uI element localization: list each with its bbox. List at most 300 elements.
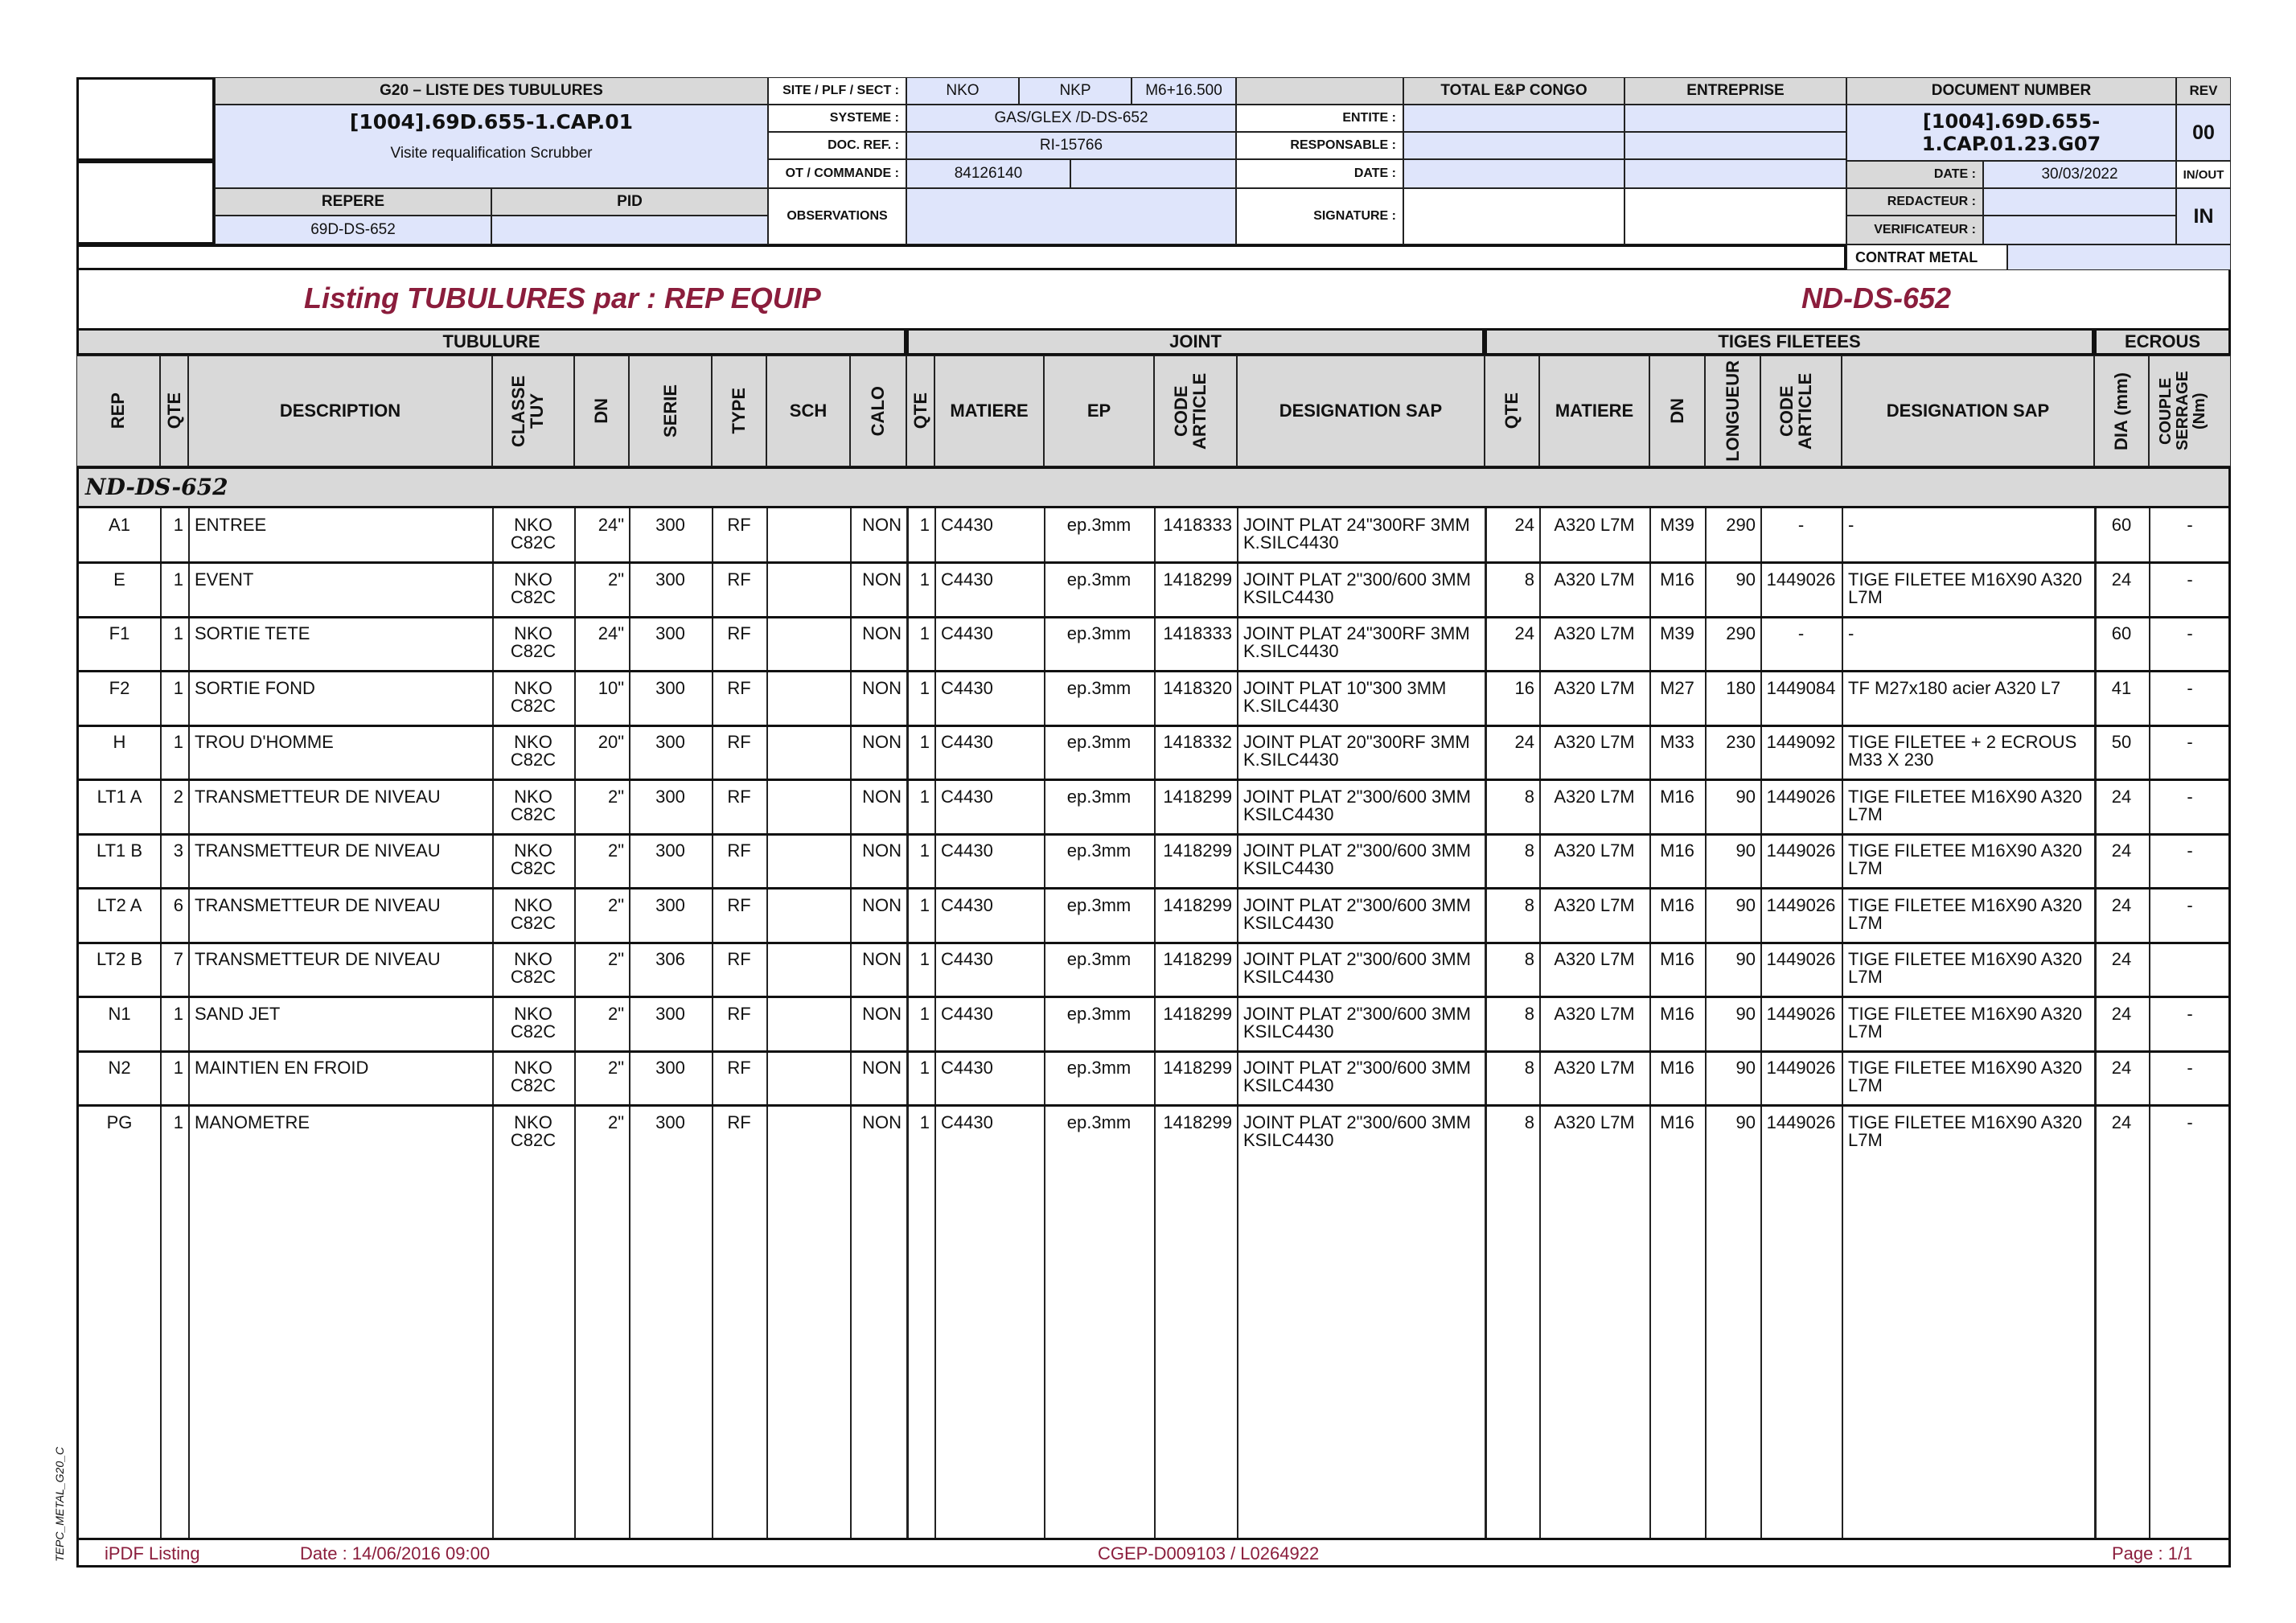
cell-tqte: 24: [1514, 515, 1534, 535]
cell-jcode: 1418332: [1163, 732, 1232, 752]
col-qte-text: QTE: [163, 392, 184, 429]
cell-tmat: A320 L7M: [1554, 1058, 1635, 1078]
cell-tdesig: TIGE FILETEE M16X90 A320 L7M: [1848, 840, 2083, 878]
cell-len: 290: [1726, 623, 1756, 643]
cell-jdesig: JOINT PLAT 20"300RF 3MM K.SILC4430: [1243, 732, 1470, 770]
col-joint-code: [1154, 355, 1237, 466]
col-dn-text: DN: [591, 398, 612, 424]
cell-jmat: C4430: [941, 569, 993, 590]
docnum-value: [1004].69D.655-1.CAP.01.23.G07: [1846, 105, 2176, 161]
cell-tqte: 8: [1524, 1003, 1534, 1024]
cell-jdesig: JOINT PLAT 24"300RF 3MM K.SILC4430: [1243, 623, 1470, 661]
cell-dia: 41: [2111, 677, 2132, 698]
section-title-bar: [76, 466, 2231, 508]
cell-ep: ep.3mm: [1066, 1058, 1132, 1078]
cell-type: RF: [727, 677, 751, 698]
cell-serie: 306: [655, 949, 685, 969]
cell-sch: [766, 1051, 850, 1106]
cell-serie: 300: [655, 786, 685, 807]
col-tige-dn: [1649, 355, 1705, 466]
cell-desc: SORTIE TETE: [195, 623, 310, 643]
date-total-value: [1403, 159, 1624, 188]
col-classe: [492, 355, 574, 466]
cell-jmat: C4430: [941, 786, 993, 807]
table-row: [79, 563, 2231, 618]
footer-page: Page : 1/1: [2112, 1543, 2193, 1563]
cell-couple: -: [2187, 515, 2193, 535]
cell-tqte: 8: [1524, 1058, 1534, 1078]
cell-calo: NON: [862, 786, 902, 807]
group-joint: JOINT: [906, 328, 1485, 355]
cell-jcode: 1418299: [1163, 840, 1232, 861]
cell-classe: NKO C82C: [510, 840, 557, 878]
cell-jcode: 1418299: [1163, 1003, 1232, 1024]
col-couple-text: COUPLE SERRAGE (Nm): [2157, 371, 2208, 451]
cell-dn: 2": [607, 840, 624, 861]
col-calo: [850, 355, 906, 466]
cell-tdn: M16: [1660, 1111, 1694, 1132]
cell-dn: 24": [598, 515, 624, 535]
cell-jqte: 1: [919, 840, 930, 861]
cell-jqte: 1: [919, 732, 930, 752]
cell-classe: NKO C82C: [510, 515, 557, 553]
cell-calo: NON: [862, 1003, 902, 1024]
col-dn: [574, 355, 629, 466]
cell-len: 90: [1735, 1058, 1756, 1078]
pid-label: PID: [491, 188, 768, 216]
cell-desc: SAND JET: [195, 1003, 281, 1024]
cell-classe: NKO C82C: [510, 732, 557, 770]
cell-calo: NON: [862, 623, 902, 643]
cell-sch: [766, 997, 850, 1052]
cell-sch: [766, 889, 850, 943]
date2-value: 30/03/2022: [1983, 161, 2176, 188]
cell-couple: -: [2187, 569, 2193, 590]
cell-tcode: 1449026: [1766, 1111, 1836, 1132]
cell-tqte: 8: [1524, 1111, 1534, 1132]
cell-couple: -: [2187, 732, 2193, 752]
cell-desc: TRANSMETTEUR DE NIVEAU: [195, 894, 441, 915]
signature-total-value: [1403, 188, 1624, 244]
group-ecrous: ECROUS: [2094, 328, 2231, 355]
cell-dia: 24: [2111, 569, 2132, 590]
cell-desc: MANOMETRE: [195, 1111, 310, 1132]
logo-area-top: [76, 77, 215, 161]
verificateur-value: [1983, 216, 2176, 244]
cell-tqte: 8: [1524, 840, 1534, 861]
cell-sch: [766, 834, 850, 889]
responsable-total-value: [1403, 132, 1624, 159]
cell-type: RF: [727, 515, 751, 535]
cell-jdesig: JOINT PLAT 2"300/600 3MM KSILC4430: [1243, 840, 1471, 878]
cell-tdn: M33: [1660, 732, 1694, 752]
cell-len: 90: [1735, 840, 1756, 861]
cell-type: RF: [727, 623, 751, 643]
cell-tqte: 8: [1524, 786, 1534, 807]
cell-tmat: A320 L7M: [1554, 949, 1635, 969]
cell-qte: 1: [173, 677, 183, 698]
cell-jdesig: JOINT PLAT 2"300/600 3MM KSILC4430: [1243, 569, 1471, 607]
observations-value: [906, 188, 1236, 244]
cell-dn: 2": [607, 569, 624, 590]
col-joint-code-text: CODE ARTICLE: [1170, 372, 1210, 450]
entite-label: ENTITE :: [1236, 105, 1403, 132]
cell-qte: 1: [173, 569, 183, 590]
cell-classe: NKO C82C: [510, 786, 557, 824]
cell-jmat: C4430: [941, 623, 993, 643]
cell-tdesig: TIGE FILETEE M16X90 A320 L7M: [1848, 569, 2083, 607]
cell-sch: [766, 780, 850, 835]
cell-dn: 2": [607, 894, 624, 915]
cell-serie: 300: [655, 732, 685, 752]
col-joint-qte: [906, 355, 934, 466]
cell-len: 90: [1735, 786, 1756, 807]
cell-couple: -: [2187, 677, 2193, 698]
date-entreprise-value: [1624, 159, 1846, 188]
cell-tmat: A320 L7M: [1554, 515, 1635, 535]
cell-serie: 300: [655, 894, 685, 915]
table-row: [79, 1106, 2231, 1161]
cell-len: 290: [1726, 515, 1756, 535]
cell-tcode: 1449026: [1766, 840, 1836, 861]
pid-value: [491, 216, 768, 244]
rev-label: REV: [2176, 77, 2231, 105]
cell-jdesig: JOINT PLAT 2"300/600 3MM KSILC4430: [1243, 1003, 1471, 1042]
cell-jqte: 1: [919, 949, 930, 969]
cell-dia: 24: [2111, 1058, 2132, 1078]
cell-dn: 2": [607, 1003, 624, 1024]
table-row: [79, 889, 2231, 943]
cell-tdn: M16: [1660, 949, 1694, 969]
cell-tcode: 1449092: [1766, 732, 1836, 752]
cell-tqte: 16: [1514, 677, 1534, 698]
cell-dn: 20": [598, 732, 624, 752]
cell-dia: 60: [2111, 623, 2132, 643]
cell-jmat: C4430: [941, 894, 993, 915]
table-row: [79, 725, 2231, 780]
ot-label: OT / COMMANDE :: [768, 159, 906, 188]
ot-value: 84126140: [906, 159, 1070, 188]
cell-rep: H: [113, 732, 126, 752]
col-tige-qte: [1485, 355, 1539, 466]
cell-tdn: M39: [1660, 623, 1694, 643]
col-longueur: [1705, 355, 1760, 466]
cell-serie: 300: [655, 1058, 685, 1078]
cell-tdesig: TIGE FILETEE M16X90 A320 L7M: [1848, 786, 2083, 824]
cell-jmat: C4430: [941, 732, 993, 752]
cell-sch: [766, 508, 850, 563]
table-row: [79, 834, 2231, 889]
cell-classe: NKO C82C: [510, 569, 557, 607]
footer-ref: CGEP-D009103 / L0264922: [1098, 1543, 1320, 1563]
systeme-value: GAS/GLEX /D-DS-652: [906, 105, 1236, 132]
cell-sch: [766, 943, 850, 997]
cell-desc: TRANSMETTEUR DE NIVEAU: [195, 949, 441, 969]
cell-len: 180: [1726, 677, 1756, 698]
table-row: [79, 1051, 2231, 1106]
cell-jdesig: JOINT PLAT 24"300RF 3MM K.SILC4430: [1243, 515, 1470, 553]
cell-tdn: M16: [1660, 1058, 1694, 1078]
cell-couple: -: [2187, 623, 2193, 643]
cell-tcode: 1449026: [1766, 786, 1836, 807]
col-description: DESCRIPTION: [188, 355, 492, 466]
col-tige-designation: DESIGNATION SAP: [1842, 355, 2094, 466]
cell-jqte: 1: [919, 786, 930, 807]
cell-tcode: 1449026: [1766, 949, 1836, 969]
cell-jqte: 1: [919, 1003, 930, 1024]
listing-title: Listing TUBULURES par : REP EQUIP: [304, 281, 821, 314]
cell-ep: ep.3mm: [1066, 732, 1132, 752]
cell-len: 230: [1726, 732, 1756, 752]
docref-label: DOC. REF. :: [768, 132, 906, 159]
cell-couple: [2149, 943, 2231, 997]
contrat-value: [2007, 244, 2231, 270]
list-code: [1004].69D.655-1.CAP.01: [349, 110, 634, 134]
table-row: [79, 997, 2231, 1052]
cell-ep: ep.3mm: [1066, 840, 1132, 861]
contrat-label: CONTRAT METAL: [1846, 244, 2007, 270]
cell-classe: NKO C82C: [510, 1003, 557, 1042]
cell-qte: 1: [173, 1111, 183, 1132]
cell-couple: -: [2187, 786, 2193, 807]
cell-calo: NON: [862, 840, 902, 861]
cell-couple: -: [2187, 840, 2193, 861]
total-label: TOTAL E&P CONGO: [1403, 77, 1624, 105]
cell-tmat: A320 L7M: [1554, 623, 1635, 643]
group-tubulure: TUBULURE: [76, 328, 906, 355]
cell-sch: [766, 617, 850, 672]
total-header-blank: [1236, 77, 1403, 105]
signature-label: SIGNATURE :: [1236, 188, 1403, 244]
table-body: [76, 508, 2231, 1540]
cell-jcode: 1418299: [1163, 1111, 1232, 1132]
cell-tmat: A320 L7M: [1554, 840, 1635, 861]
cell-calo: NON: [862, 569, 902, 590]
cell-tqte: 8: [1524, 894, 1534, 915]
cell-jdesig: JOINT PLAT 2"300/600 3MM KSILC4430: [1243, 894, 1471, 933]
cell-serie: 300: [655, 569, 685, 590]
cell-dn: 24": [598, 623, 624, 643]
cell-couple: -: [2187, 1058, 2193, 1078]
col-longueur-text: LONGUEUR: [1722, 360, 1743, 462]
cell-calo: NON: [862, 515, 902, 535]
entite-entreprise-value: [1624, 105, 1846, 132]
cell-qte: 3: [173, 840, 183, 861]
cell-len: 90: [1735, 894, 1756, 915]
cell-ep: ep.3mm: [1066, 949, 1132, 969]
cell-jmat: C4430: [941, 515, 993, 535]
cell-rep: LT2 A: [97, 894, 142, 915]
cell-couple: -: [2187, 1111, 2193, 1132]
side-code: [50, 1440, 69, 1568]
cell-tqte: 24: [1514, 623, 1534, 643]
cell-tcode: -: [1797, 623, 1805, 643]
cell-rep: LT1 A: [97, 786, 142, 807]
cell-jqte: 1: [919, 894, 930, 915]
col-serie-text: SERIE: [659, 384, 680, 438]
redacteur-label: REDACTEUR :: [1846, 188, 1983, 216]
cell-ep: ep.3mm: [1066, 569, 1132, 590]
col-tige-code: [1760, 355, 1842, 466]
cell-dia: 24: [2111, 1003, 2132, 1024]
cell-sch: [766, 563, 850, 618]
cell-classe: NKO C82C: [510, 949, 557, 987]
cell-sch: [766, 1106, 850, 1161]
date-label: DATE :: [1236, 159, 1403, 188]
rev-value: 00: [2176, 105, 2231, 161]
cell-jmat: C4430: [941, 677, 993, 698]
group-tiges: TIGES FILETEES: [1485, 328, 2094, 355]
cell-rep: N1: [108, 1003, 131, 1024]
site-value-3: M6+16.500: [1132, 77, 1236, 105]
cell-tdesig: TIGE FILETEE M16X90 A320 L7M: [1848, 894, 2083, 933]
cell-calo: NON: [862, 732, 902, 752]
cell-tmat: A320 L7M: [1554, 732, 1635, 752]
cell-jcode: 1418299: [1163, 786, 1232, 807]
cell-calo: NON: [862, 894, 902, 915]
cell-jdesig: JOINT PLAT 10"300 3MM K.SILC4430: [1243, 677, 1447, 716]
contrat-spacer: [76, 244, 1846, 270]
site-label: SITE / PLF / SECT :: [768, 77, 906, 105]
cell-type: RF: [727, 894, 751, 915]
col-joint-designation: DESIGNATION SAP: [1237, 355, 1485, 466]
col-tige-dn-text: DN: [1666, 398, 1687, 424]
cell-jcode: 1418320: [1163, 677, 1232, 698]
cell-qte: 2: [173, 786, 183, 807]
table-row: [79, 617, 2231, 672]
footer-date: Date : 14/06/2016 09:00: [300, 1543, 491, 1563]
cell-classe: NKO C82C: [510, 894, 557, 933]
cell-dn: 10": [598, 677, 624, 698]
section-title: ND-DS-652: [85, 474, 228, 500]
cell-jmat: C4430: [941, 840, 993, 861]
col-tige-matiere: MATIERE: [1539, 355, 1649, 466]
cell-jqte: 1: [919, 1111, 930, 1132]
cell-len: 90: [1735, 1003, 1756, 1024]
table-row: [79, 672, 2231, 726]
cell-tmat: A320 L7M: [1554, 569, 1635, 590]
cell-jqte: 1: [919, 677, 930, 698]
cell-dia: 24: [2111, 786, 2132, 807]
col-ep: EP: [1044, 355, 1154, 466]
cell-len: 90: [1735, 1111, 1756, 1132]
cell-ep: ep.3mm: [1066, 894, 1132, 915]
cell-classe: NKO C82C: [510, 677, 557, 716]
cell-ep: ep.3mm: [1066, 1111, 1132, 1132]
table-row: [79, 508, 2231, 563]
col-couple: [2149, 355, 2231, 466]
cell-dn: 2": [607, 1111, 624, 1132]
cell-type: RF: [727, 1058, 751, 1078]
list-subtitle: Visite requalification Scrubber: [390, 145, 593, 162]
date2-label: DATE :: [1846, 161, 1983, 188]
col-type: [712, 355, 766, 466]
col-joint-qte-text: QTE: [910, 392, 930, 429]
cell-tmat: A320 L7M: [1554, 1003, 1635, 1024]
responsable-label: RESPONSABLE :: [1236, 132, 1403, 159]
cell-jcode: 1418299: [1163, 569, 1232, 590]
cell-type: RF: [727, 732, 751, 752]
cell-tdn: M16: [1660, 569, 1694, 590]
list-title: G20 – LISTE DES TUBULURES: [215, 77, 768, 105]
cell-tmat: A320 L7M: [1554, 894, 1635, 915]
systeme-label: SYSTEME :: [768, 105, 906, 132]
col-dia: [2094, 355, 2149, 466]
cell-dia: 24: [2111, 949, 2132, 969]
col-rep: [76, 355, 160, 466]
cell-qte: 1: [173, 515, 183, 535]
site-value-2: NKP: [1019, 77, 1132, 105]
col-sch: SCH: [766, 355, 850, 466]
cell-jcode: 1418333: [1163, 515, 1232, 535]
cell-jcode: 1418333: [1163, 623, 1232, 643]
cell-jdesig: JOINT PLAT 2"300/600 3MM KSILC4430: [1243, 786, 1471, 824]
cell-calo: NON: [862, 1111, 902, 1132]
cell-qte: 6: [173, 894, 183, 915]
cell-tdesig: TIGE FILETEE + 2 ECROUS M33 X 230: [1848, 732, 2077, 770]
redacteur-value: [1983, 188, 2176, 216]
footer-app: iPDF Listing: [105, 1543, 200, 1563]
cell-tdn: M16: [1660, 840, 1694, 861]
cell-sch: [766, 725, 850, 780]
cell-tcode: 1449026: [1766, 569, 1836, 590]
col-tige-qte-text: QTE: [1501, 392, 1522, 429]
cell-rep: A1: [109, 515, 130, 535]
cell-rep: PG: [106, 1111, 133, 1132]
responsable-entreprise-value: [1624, 132, 1846, 159]
side-code-text: TEPC_METAL_G20_C: [53, 1446, 66, 1562]
cell-dn: 2": [607, 786, 624, 807]
cell-dia: 50: [2111, 732, 2132, 752]
inout-label: IN/OUT: [2176, 161, 2231, 188]
cell-tcode: -: [1797, 515, 1805, 535]
cell-len: 90: [1735, 949, 1756, 969]
cell-type: RF: [727, 949, 751, 969]
cell-rep: N2: [108, 1058, 131, 1078]
cell-type: RF: [727, 786, 751, 807]
cell-tmat: A320 L7M: [1554, 786, 1635, 807]
cell-qte: 1: [173, 1058, 183, 1078]
cell-tqte: 8: [1524, 569, 1534, 590]
listing-equipment: ND-DS-652: [1801, 281, 1952, 314]
cell-serie: 300: [655, 840, 685, 861]
col-type-text: TYPE: [729, 388, 750, 434]
cell-dia: 24: [2111, 894, 2132, 915]
cell-tdesig: TIGE FILETEE M16X90 A320 L7M: [1848, 1111, 2083, 1150]
cell-tmat: A320 L7M: [1554, 677, 1635, 698]
cell-jqte: 1: [919, 569, 930, 590]
cell-couple: -: [2187, 1003, 2193, 1024]
cell-rep: LT2 B: [96, 949, 143, 969]
cell-serie: 300: [655, 677, 685, 698]
cell-dia: 24: [2111, 1111, 2132, 1132]
cell-dia: 60: [2111, 515, 2132, 535]
col-dia-text: DIA (mm): [2111, 372, 2132, 450]
cell-jqte: 1: [919, 1058, 930, 1078]
cell-calo: NON: [862, 677, 902, 698]
cell-jdesig: JOINT PLAT 2"300/600 3MM KSILC4430: [1243, 949, 1471, 987]
cell-serie: 300: [655, 623, 685, 643]
signature-entreprise-value: [1624, 188, 1846, 244]
cell-tdn: M16: [1660, 1003, 1694, 1024]
cell-desc: MAINTIEN EN FROID: [195, 1058, 369, 1078]
cell-jcode: 1418299: [1163, 949, 1232, 969]
repere-label: REPERE: [215, 188, 491, 216]
cell-dn: 2": [607, 949, 624, 969]
table-row: [79, 943, 2231, 997]
verificateur-label: VERIFICATEUR :: [1846, 216, 1983, 244]
cell-couple: -: [2187, 894, 2193, 915]
